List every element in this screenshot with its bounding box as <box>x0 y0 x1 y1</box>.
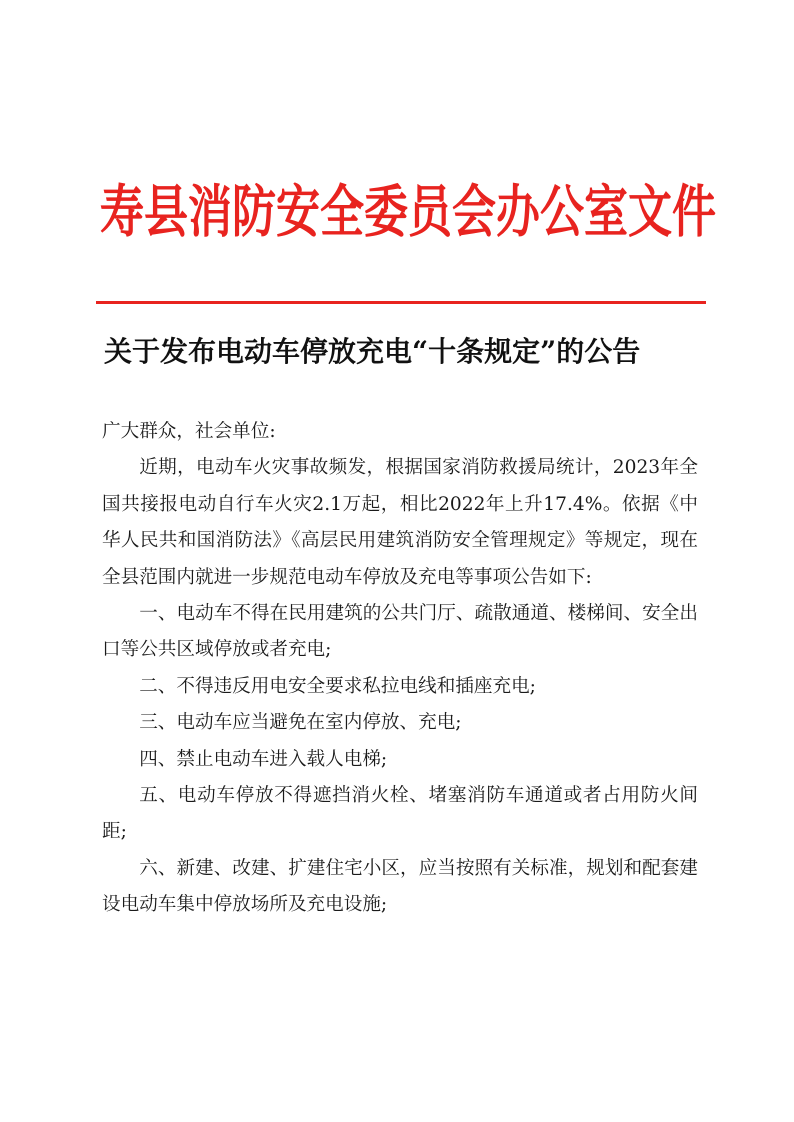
salutation: 广大群众，社会单位: <box>102 421 276 442</box>
intro-paragraph: 近期，电动车火灾事故频发，根据国家消防救援局统计，2023年全国共接报电动自行车火灾2.1万起，相比2022年上升17.4%。依据《中华人民共和国消防法》《高层民用建筑消防安全管理规定》等规定，现在全县范围内就进一步规范电动车停放及充电等事项公告如下: <box>102 457 698 588</box>
rule-item: 一、电动车不得在民用建筑的公共门厅、疏散通道、楼梯间、安全出口等公共区域停放或者充电; <box>102 603 698 661</box>
notice-title: 关于发布电动车停放充电“十条规定”的公告 <box>104 335 641 368</box>
notice-body <box>102 414 698 924</box>
rule-item: 六、新建、改建、扩建住宅小区，应当按照有关标准，规划和配套建设电动车集中停放场所及充电设施; <box>102 857 698 916</box>
document-header-title: 寿县消防安全委员会办公室文件 <box>100 179 716 245</box>
rule-item: 二、不得违反用电安全要求私拉电线和插座充电; <box>139 675 536 697</box>
red-divider-line <box>96 301 706 304</box>
rule-item: 四、禁止电动车进入载人电梯; <box>139 748 388 770</box>
rule-item: 三、电动车应当避免在室内停放、充电; <box>139 712 462 734</box>
rule-item: 五、电动车停放不得遮挡消火栓、堵塞消防车通道或者占用防火间距; <box>102 785 698 843</box>
